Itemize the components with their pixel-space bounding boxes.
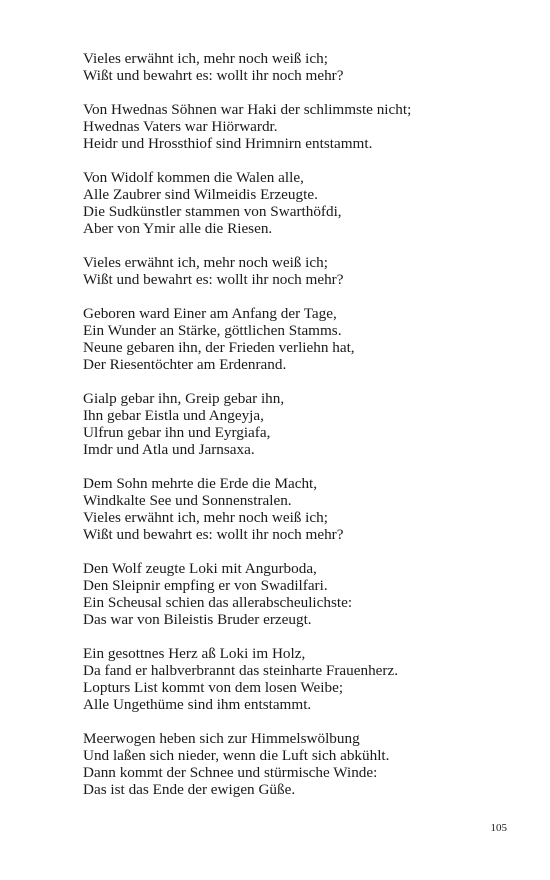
verse-line: Die Sudkünstler stammen von Swarthöfdi, [83, 203, 342, 220]
stanza [83, 730, 523, 798]
verse-line: Vieles erwähnt ich, mehr noch weiß ich; [83, 254, 328, 271]
verse-line: Meerwogen heben sich zur Himmelswölbung [83, 730, 360, 747]
verse-line: Neune gebaren ihn, der Frieden verliehn hat, [83, 339, 355, 356]
verse-line: Gialp gebar ihn, Greip gebar ihn, [83, 390, 285, 407]
stanza [83, 560, 523, 628]
poem-body [83, 50, 523, 815]
verse-line: Ein gesottnes Herz aß Loki im Holz, [83, 645, 306, 662]
stanza [83, 169, 523, 237]
verse-line: Wißt und bewahrt es: wollt ihr noch mehr? [83, 67, 344, 84]
verse-line: Den Sleipnir empfing er von Swadilfari. [83, 577, 328, 594]
verse-line: Geboren ward Einer am Anfang der Tage, [83, 305, 337, 322]
verse-line: Dann kommt der Schnee und stürmische Winde: [83, 764, 378, 781]
verse-line: Alle Ungethüme sind ihm entstammt. [83, 696, 312, 713]
verse-line: Der Riesentöchter am Erdenrand. [83, 356, 287, 373]
verse-line: Ulfrun gebar ihn und Eyrgiafa, [83, 424, 271, 441]
verse-line: Von Widolf kommen die Walen alle, [83, 169, 304, 186]
verse-line: Vieles erwähnt ich, mehr noch weiß ich; [83, 50, 328, 67]
verse-line: Ein Wunder an Stärke, göttlichen Stamms. [83, 322, 342, 339]
verse-line: Wißt und bewahrt es: wollt ihr noch mehr? [83, 526, 344, 543]
stanza [83, 475, 523, 543]
verse-line: Aber von Ymir alle die Riesen. [83, 220, 273, 237]
verse-line: Vieles erwähnt ich, mehr noch weiß ich; [83, 509, 328, 526]
verse-line: Da fand er halbverbrannt das steinharte Frauenherz. [83, 662, 398, 679]
verse-line: Windkalte See und Sonnenstralen. [83, 492, 292, 509]
verse-line: Das ist das Ende der ewigen Güße. [83, 781, 296, 798]
verse-line: Wißt und bewahrt es: wollt ihr noch mehr? [83, 271, 344, 288]
stanza [83, 254, 523, 288]
page-number: 105 [490, 822, 507, 834]
verse-line: Dem Sohn mehrte die Erde die Macht, [83, 475, 318, 492]
verse-line: Ein Scheusal schien das allerabscheulichste: [83, 594, 353, 611]
verse-line: Lopturs List kommt von dem losen Weibe; [83, 679, 344, 696]
stanza [83, 390, 523, 458]
verse-line: Von Hwednas Söhnen war Haki der schlimmste nicht; [83, 101, 412, 118]
stanza [83, 50, 523, 84]
verse-line: Den Wolf zeugte Loki mit Angurboda, [83, 560, 317, 577]
verse-line: Das war von Bileistis Bruder erzeugt. [83, 611, 312, 628]
stanza [83, 305, 523, 373]
verse-line: Ihn gebar Eistla und Angeyja, [83, 407, 264, 424]
verse-line: Und laßen sich nieder, wenn die Luft sich abkühlt. [83, 747, 390, 764]
verse-line: Alle Zaubrer sind Wilmeidis Erzeugte. [83, 186, 318, 203]
verse-line: Imdr und Atla und Jarnsaxa. [83, 441, 255, 458]
stanza [83, 101, 523, 152]
verse-line: Heidr und Hrossthiof sind Hrimnirn entstammt. [83, 135, 373, 152]
stanza [83, 645, 523, 713]
verse-line: Hwednas Vaters war Hiörwardr. [83, 118, 278, 135]
